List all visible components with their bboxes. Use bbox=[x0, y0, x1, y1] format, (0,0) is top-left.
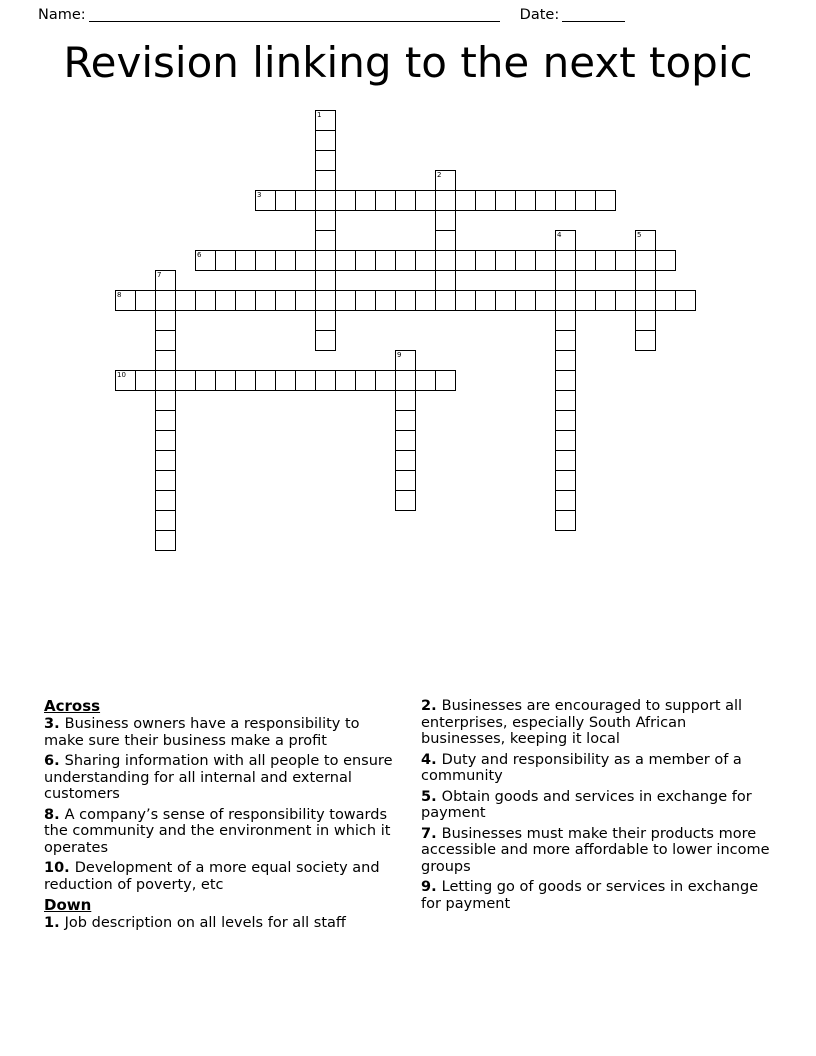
crossword-cell[interactable] bbox=[435, 370, 456, 391]
crossword-cell[interactable] bbox=[475, 290, 496, 311]
clue-number: 5. bbox=[421, 788, 442, 805]
crossword-cell[interactable] bbox=[155, 330, 176, 351]
crossword-cell-number: 5 bbox=[637, 231, 642, 239]
clue-number: 3. bbox=[44, 716, 65, 732]
crossword-cell[interactable] bbox=[395, 390, 416, 411]
crossword-cell[interactable] bbox=[515, 290, 536, 311]
clue-text: Business owners have a responsibility to make sure their business make a profit bbox=[44, 716, 360, 749]
clue-number: 4. bbox=[421, 751, 442, 768]
crossword-cell[interactable] bbox=[215, 290, 236, 311]
clue-number: 10. bbox=[44, 860, 75, 876]
crossword-cell[interactable] bbox=[335, 250, 356, 271]
crossword-cell[interactable] bbox=[675, 290, 696, 311]
crossword-cell[interactable] bbox=[415, 250, 436, 271]
crossword-cell[interactable] bbox=[355, 250, 376, 271]
clue-item bbox=[44, 807, 397, 857]
crossword-cell[interactable] bbox=[635, 330, 656, 351]
clue-number: 1. bbox=[44, 915, 65, 931]
crossword-cell-number: 9 bbox=[397, 351, 402, 359]
crossword-cell[interactable] bbox=[555, 370, 576, 391]
crossword-cell[interactable] bbox=[255, 250, 276, 271]
crossword-cell[interactable] bbox=[575, 290, 596, 311]
clue-number: 8. bbox=[44, 806, 65, 823]
crossword-cell[interactable] bbox=[135, 370, 156, 391]
crossword-cell[interactable] bbox=[255, 290, 276, 311]
crossword-cell[interactable] bbox=[115, 290, 136, 311]
clue-number: 7. bbox=[421, 825, 442, 842]
crossword-cell[interactable] bbox=[615, 290, 636, 311]
clue-text: Sharing information with all people to ensure understanding for all internal and external customers bbox=[44, 753, 393, 802]
clue-item bbox=[44, 753, 397, 803]
clue-item bbox=[421, 752, 774, 785]
crossword-cell[interactable] bbox=[535, 190, 556, 211]
crossword-cell[interactable] bbox=[595, 250, 616, 271]
clue-item bbox=[421, 826, 774, 876]
clue-text: Duty and responsibility as a member of a community bbox=[421, 751, 742, 784]
crossword-cell[interactable] bbox=[155, 430, 176, 451]
crossword-cell[interactable] bbox=[475, 190, 496, 211]
crossword-cell[interactable] bbox=[335, 290, 356, 311]
crossword-cell[interactable] bbox=[355, 290, 376, 311]
down-heading: Down bbox=[44, 896, 92, 914]
crossword-cell[interactable] bbox=[155, 490, 176, 511]
crossword-cell[interactable] bbox=[435, 270, 456, 291]
crossword-cell-number: 3 bbox=[257, 191, 262, 199]
crossword-cell[interactable] bbox=[555, 350, 576, 371]
crossword-cell[interactable] bbox=[155, 450, 176, 471]
date-label: Date: bbox=[519, 7, 560, 23]
crossword-cell[interactable] bbox=[455, 250, 476, 271]
crossword-cell[interactable] bbox=[155, 410, 176, 431]
crossword-cell[interactable] bbox=[315, 150, 336, 171]
crossword-cell[interactable] bbox=[215, 370, 236, 391]
crossword-cell[interactable] bbox=[155, 530, 176, 551]
crossword-cell[interactable] bbox=[255, 370, 276, 391]
crossword-cell[interactable] bbox=[455, 290, 476, 311]
crossword-cell[interactable] bbox=[315, 210, 336, 231]
clue-item bbox=[421, 789, 774, 822]
crossword-cell[interactable] bbox=[155, 270, 176, 291]
clue-item bbox=[44, 860, 397, 893]
crossword-cell[interactable] bbox=[395, 290, 416, 311]
crossword-cell[interactable] bbox=[395, 470, 416, 491]
crossword-cell[interactable] bbox=[555, 450, 576, 471]
clue-item bbox=[44, 716, 397, 749]
crossword-cell[interactable] bbox=[455, 190, 476, 211]
crossword-cell[interactable] bbox=[315, 130, 336, 151]
crossword-cell[interactable] bbox=[655, 290, 676, 311]
crossword-cell[interactable] bbox=[495, 250, 516, 271]
across-clue-list bbox=[44, 716, 397, 893]
crossword-cell[interactable] bbox=[555, 230, 576, 251]
crossword-cell[interactable] bbox=[415, 290, 436, 311]
crossword-cell[interactable] bbox=[415, 370, 436, 391]
crossword-cell[interactable] bbox=[595, 290, 616, 311]
crossword-cell[interactable] bbox=[635, 230, 656, 251]
crossword-cell[interactable] bbox=[195, 290, 216, 311]
crossword-cell[interactable] bbox=[175, 370, 196, 391]
crossword-cell[interactable] bbox=[655, 250, 676, 271]
crossword-cell[interactable] bbox=[435, 170, 456, 191]
clue-text: A company’s sense of responsibility towards the community and the environment in which it operates bbox=[44, 806, 391, 856]
crossword-cell[interactable] bbox=[475, 250, 496, 271]
crossword-cell[interactable] bbox=[555, 250, 576, 271]
crossword-cell[interactable] bbox=[495, 290, 516, 311]
crossword-cell[interactable] bbox=[155, 350, 176, 371]
crossword-cell[interactable] bbox=[315, 110, 336, 131]
crossword-cell[interactable] bbox=[555, 430, 576, 451]
crossword-cell[interactable] bbox=[275, 290, 296, 311]
crossword-cell[interactable] bbox=[275, 250, 296, 271]
clue-text: Businesses are encouraged to support all enterprises, especially South African businesses, keeping it local bbox=[421, 698, 743, 747]
crossword-cell[interactable] bbox=[635, 290, 656, 311]
crossword-cell[interactable] bbox=[315, 230, 336, 251]
clue-item bbox=[421, 698, 774, 748]
crossword-cell-number: 4 bbox=[557, 231, 562, 239]
clue-number: 9. bbox=[421, 879, 442, 895]
crossword-cell[interactable] bbox=[515, 190, 536, 211]
crossword-cell-number: 8 bbox=[117, 291, 122, 299]
page-title: Revision linking to the next topic bbox=[63, 38, 753, 87]
crossword-cell[interactable] bbox=[395, 490, 416, 511]
crossword-cell[interactable] bbox=[495, 190, 516, 211]
crossword-cell-number: 1 bbox=[317, 111, 322, 119]
clue-text: Development of a more equal society and reduction of poverty, etc bbox=[44, 860, 380, 893]
crossword-cell[interactable] bbox=[315, 310, 336, 331]
clue-number: 2. bbox=[421, 698, 442, 714]
crossword-cell[interactable] bbox=[535, 290, 556, 311]
crossword-cell[interactable] bbox=[195, 370, 216, 391]
crossword-cell[interactable] bbox=[295, 190, 316, 211]
crossword-cell[interactable] bbox=[215, 250, 236, 271]
crossword-cell[interactable] bbox=[295, 290, 316, 311]
crossword-cell[interactable] bbox=[435, 230, 456, 251]
crossword-cell[interactable] bbox=[555, 290, 576, 311]
crossword-cell[interactable] bbox=[435, 250, 456, 271]
crossword-cell[interactable] bbox=[635, 310, 656, 331]
crossword-cell[interactable] bbox=[395, 450, 416, 471]
crossword-cell-number: 10 bbox=[117, 371, 126, 379]
crossword-cell[interactable] bbox=[535, 250, 556, 271]
crossword-cell[interactable] bbox=[555, 190, 576, 211]
crossword-cell[interactable] bbox=[575, 190, 596, 211]
crossword-cell[interactable] bbox=[315, 190, 336, 211]
clue-text: Businesses must make their products more accessible and more affordable to lower income groups bbox=[421, 825, 770, 875]
crossword-cell[interactable] bbox=[575, 250, 596, 271]
crossword-cell-number: 7 bbox=[157, 271, 162, 279]
crossword-cell[interactable] bbox=[175, 290, 196, 311]
crossword-cell[interactable] bbox=[555, 330, 576, 351]
crossword-cell-number: 6 bbox=[197, 251, 202, 259]
crossword-cell[interactable] bbox=[155, 390, 176, 411]
crossword-cell[interactable] bbox=[435, 290, 456, 311]
clue-text: Obtain goods and services in exchange for payment bbox=[421, 788, 752, 821]
crossword-cell[interactable] bbox=[315, 330, 336, 351]
crossword-cell[interactable] bbox=[155, 370, 176, 391]
crossword-cell[interactable] bbox=[435, 190, 456, 211]
crossword-cell[interactable] bbox=[355, 370, 376, 391]
crossword-cell[interactable] bbox=[395, 250, 416, 271]
crossword-cell-number: 2 bbox=[437, 171, 442, 179]
crossword-cell[interactable] bbox=[155, 310, 176, 331]
crossword-cell[interactable] bbox=[195, 250, 216, 271]
clue-text: Job description on all levels for all staff bbox=[64, 915, 346, 931]
crossword-cell[interactable] bbox=[155, 470, 176, 491]
crossword-cell[interactable] bbox=[555, 270, 576, 291]
crossword-cell[interactable] bbox=[235, 250, 256, 271]
crossword-cell[interactable] bbox=[635, 250, 656, 271]
clue-number: 6. bbox=[44, 753, 65, 769]
crossword-cell[interactable] bbox=[395, 370, 416, 391]
clues-section bbox=[44, 698, 774, 956]
crossword-cell[interactable] bbox=[115, 370, 136, 391]
crossword-cell[interactable] bbox=[155, 290, 176, 311]
crossword-cell[interactable] bbox=[615, 250, 636, 271]
crossword-cell[interactable] bbox=[515, 250, 536, 271]
crossword-cell[interactable] bbox=[395, 350, 416, 371]
crossword-cell[interactable] bbox=[635, 270, 656, 291]
crossword-cell[interactable] bbox=[555, 390, 576, 411]
clue-text: Letting go of goods or services in exchange for payment bbox=[421, 879, 759, 912]
clue-item bbox=[44, 915, 397, 932]
crossword-cell[interactable] bbox=[315, 270, 336, 291]
crossword-cell[interactable] bbox=[315, 370, 336, 391]
crossword-cell[interactable] bbox=[435, 210, 456, 231]
name-label: Name: bbox=[38, 7, 86, 23]
crossword-cell[interactable] bbox=[315, 290, 336, 311]
crossword-cell[interactable] bbox=[295, 250, 316, 271]
crossword-cell[interactable] bbox=[595, 190, 616, 211]
crossword-cell[interactable] bbox=[235, 370, 256, 391]
crossword-cell[interactable] bbox=[375, 190, 396, 211]
across-heading: Across bbox=[44, 697, 101, 715]
crossword-cell[interactable] bbox=[555, 510, 576, 531]
crossword-cell[interactable] bbox=[355, 190, 376, 211]
crossword-cell[interactable] bbox=[395, 410, 416, 431]
crossword-cell[interactable] bbox=[155, 510, 176, 531]
crossword-cell[interactable] bbox=[555, 310, 576, 331]
crossword-cell[interactable] bbox=[315, 170, 336, 191]
crossword-cell[interactable] bbox=[415, 190, 436, 211]
crossword-cell[interactable] bbox=[335, 370, 356, 391]
crossword-cell[interactable] bbox=[295, 370, 316, 391]
crossword-cell[interactable] bbox=[375, 290, 396, 311]
crossword-cell[interactable] bbox=[395, 430, 416, 451]
crossword-cell[interactable] bbox=[555, 410, 576, 431]
clue-item bbox=[421, 879, 774, 912]
crossword-cell[interactable] bbox=[335, 190, 356, 211]
crossword-cell[interactable] bbox=[375, 370, 396, 391]
crossword-cell[interactable] bbox=[275, 190, 296, 211]
crossword-cell[interactable] bbox=[255, 190, 276, 211]
crossword-cell[interactable] bbox=[235, 290, 256, 311]
crossword-cell[interactable] bbox=[135, 290, 156, 311]
crossword-cell[interactable] bbox=[275, 370, 296, 391]
crossword-cell[interactable] bbox=[555, 470, 576, 491]
crossword-cell[interactable] bbox=[395, 190, 416, 211]
crossword-cell[interactable] bbox=[375, 250, 396, 271]
crossword-cell[interactable] bbox=[315, 250, 336, 271]
crossword-cell[interactable] bbox=[555, 490, 576, 511]
